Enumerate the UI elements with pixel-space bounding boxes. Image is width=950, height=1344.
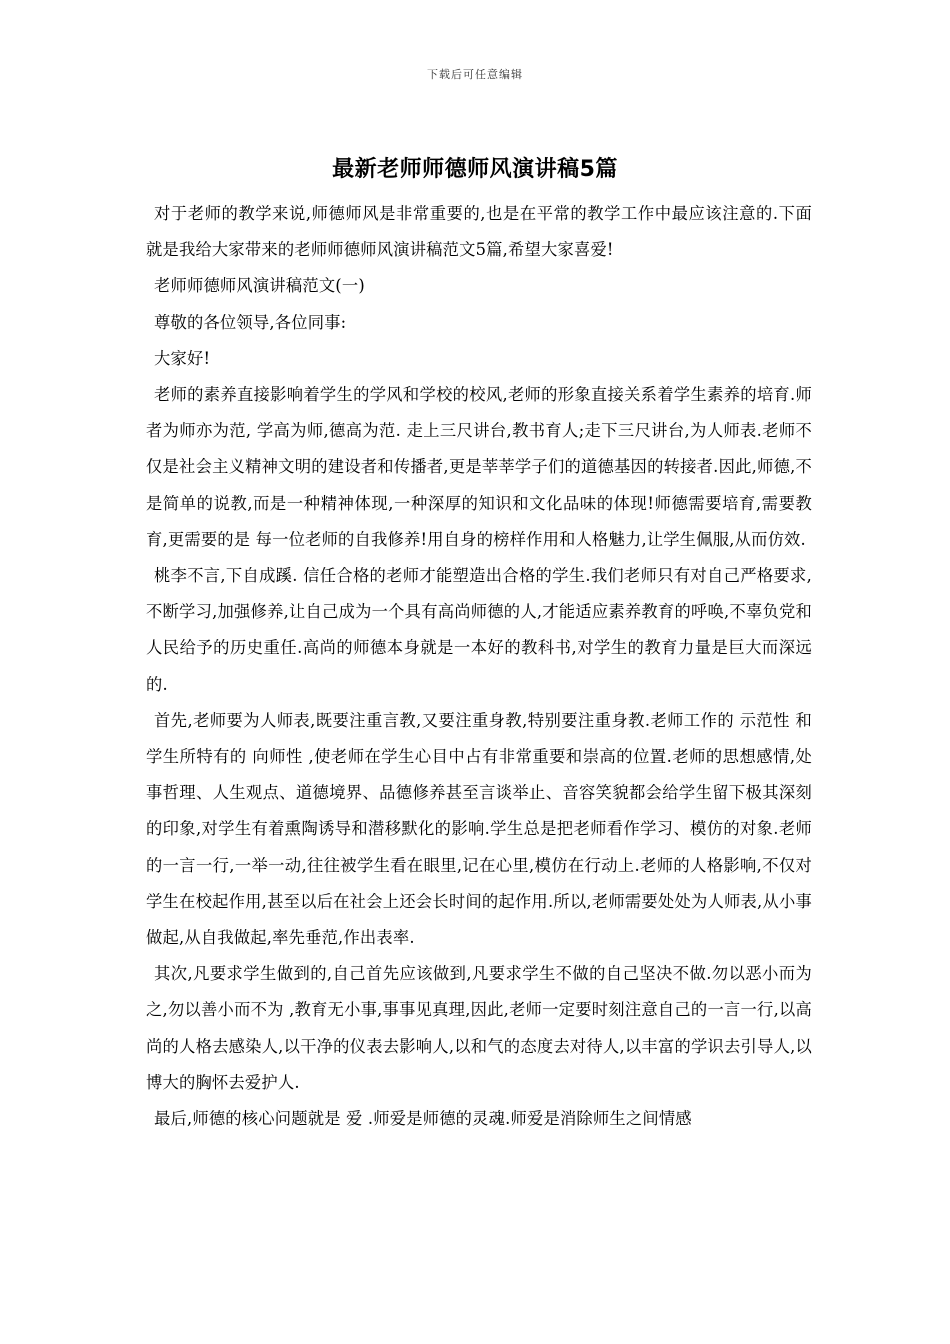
paragraph-body-4: 其次,凡要求学生做到的,自己首先应该做到,凡要求学生不做的自己坚决不做.勿以恶小而为之,勿以善小而不为 ,教育无小事,事事见真理,因此,老师一定要时刻注意自己的一言一行,以高尚的人格去感染人,以干净的仪表去影响人,以和气的态度去对待人,以丰富的学识去引导人,以博大的胸怀去爱护人. [146, 964, 812, 1092]
paragraph-intro: 对于老师的教学来说,师德师风是非常重要的,也是在平常的教学工作中最应该注意的.下面就是我给大家带来的老师师德师风演讲稿范文5篇,希望大家喜爱! [146, 204, 812, 260]
paragraph-greeting: 大家好! [154, 348, 211, 368]
paragraph-body-3: 首先,老师要为人师表,既要注重言教,又要注重身教,特别要注重身教.老师工作的 示范性 和学生所特有的 向师性 ,使老师在学生心目中占有非常重要和崇高的位置.老师的思想感情,处事哲理、人生观点、道德境界、品德修养甚至言谈举止、音容笑貌都会给学生留下极其深刻的印象,对学生有着熏陶诱导和潜移默化的影响.学生总是把老师看作学习、模仿的对象.老师的一言一行,一举一动,往往被学生看在眼里,记在心里,模仿在行动上.老师的人格影响,不仅对学生在校起作用,甚至以后在社会上还会长时间的起作用.所以,老师需要处处为人师表,从小事做起,从自我做起,率先垂范,作出表率. [146, 710, 812, 948]
document-title: 最新老师师德师风演讲稿5篇 [332, 157, 618, 182]
paragraph-body-5: 最后,师德的核心问题就是 爱 .师爱是师德的灵魂.师爱是消除师生之间情感 [154, 1109, 692, 1129]
document-body [146, 196, 812, 1137]
paragraph-body-1: 老师的素养直接影响着学生的学风和学校的校风,老师的形象直接关系着学生素养的培育.师者为师亦为范, 学高为师,德高为范. 走上三尺讲台,教书育人;走下三尺讲台,为人师表.老师不仅是社会主义精神文明的建设者和传播者,更是莘莘学子们的道德基因的转接者.因此,师德,不是简单的说教,而是一种精神体现,一种深厚的知识和文化品味的体现!师德需要培育,需要教育,更需要的是 每一位老师的自我修养!用自身的榜样作用和人格魅力,让学生佩服,从而仿效. [146, 385, 812, 549]
header-note: 下载后可任意编辑 [427, 68, 523, 81]
paragraph-body-2: 桃李不言,下自成蹊. 信任合格的老师才能塑造出合格的学生.我们老师只有对自己严格要求,不断学习,加强修养,让自己成为一个具有高尚师德的人,才能适应素养教育的呼唤,不辜负党和人民给予的历史重任.高尚的师德本身就是一本好的教科书,对学生的教育力量是巨大而深远的. [146, 566, 812, 694]
paragraph-section-heading: 老师师德师风演讲稿范文(一) [154, 276, 365, 296]
paragraph-salutation: 尊敬的各位领导,各位同事: [154, 312, 347, 332]
